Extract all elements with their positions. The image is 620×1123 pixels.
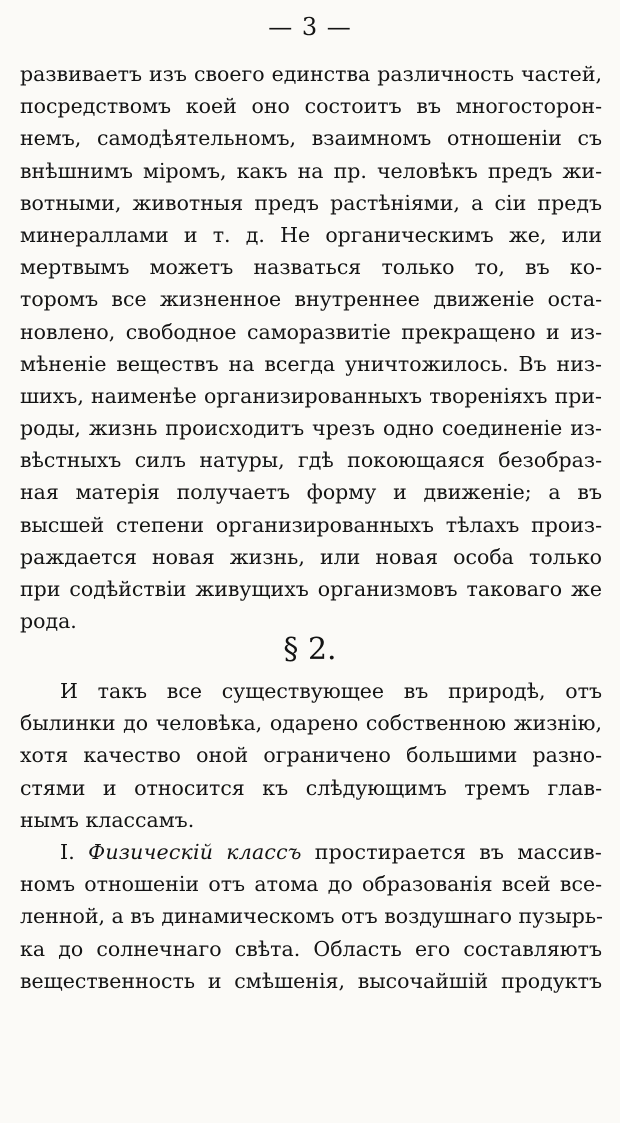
- text-line: вѣстныхъ силъ натуры, гдѣ покоющаяся безобраз-: [20, 448, 602, 473]
- text-line: стями и относится къ слѣдующимъ тремъ глав-: [20, 775, 602, 800]
- text-line: ка до солнечнаго свѣта. Область его составляютъ: [20, 936, 602, 961]
- text-line: внѣшнимъ міромъ, какъ на пр. человѣкъ предъ жи-: [20, 158, 602, 183]
- roman-numeral: I.: [60, 839, 76, 864]
- text-line: хотя качество оной ограничено большими разно-: [20, 743, 602, 768]
- italic-term: Физическій классъ: [88, 839, 302, 864]
- section-one-text: [20, 58, 602, 637]
- text-line: роды, жизнь происходитъ чрезъ одно соединеніе из-: [20, 416, 602, 441]
- text-line: вотными, животныя предъ растѣніями, а сіи предъ: [20, 190, 602, 215]
- text-line: мѣненіе веществъ на всегда уничтожилось. Въ низ-: [20, 351, 602, 376]
- text-line: развиваетъ изъ своего единства различность частей,: [20, 62, 602, 86]
- text-line-end: нымъ классамъ.: [20, 807, 195, 832]
- page-number: — 3 —: [268, 13, 352, 41]
- text-line: раждается новая жизнь, или новая особа только: [20, 544, 602, 569]
- text-line: шихъ, наименѣе организированныхъ твореніяхъ при-: [20, 383, 602, 408]
- text-line: немъ, самодѣятельномъ, взаимномъ отношеніи съ: [20, 126, 602, 151]
- class-definition-line: [20, 836, 602, 868]
- text-line: минераллами и т. д. Не органическимъ же, или: [20, 222, 602, 247]
- text-line: ленной, а въ динамическомъ отъ воздушнаго пузырь-: [20, 904, 603, 929]
- text-line: номъ отношеніи отъ атома до образованія всей все-: [20, 872, 602, 897]
- text-line: новлено, свободное саморазвитіе прекращено и из-: [20, 319, 602, 344]
- section-heading: § 2.: [283, 632, 337, 667]
- class-definition-text: простирается въ массив-: [314, 839, 602, 864]
- text-line: при содѣйствіи живущихъ организмовъ таковаго же: [20, 577, 602, 601]
- section-two-text: [20, 675, 602, 997]
- text-line: былинки до человѣка, одарено собственною жизнію,: [20, 711, 602, 736]
- text-line: высшей степени организированныхъ тѣлахъ произ-: [20, 512, 602, 537]
- text-line: ная матерія получаетъ форму и движеніе; а въ: [20, 480, 602, 505]
- text-line-end: рода.: [20, 609, 77, 634]
- paragraph-first-line: И такъ все существующее въ природѣ, отъ: [60, 679, 602, 703]
- text-line: посредствомъ коей оно состоитъ въ многосторон-: [20, 94, 602, 119]
- text-line: мертвымъ можетъ назваться только то, въ ко-: [20, 255, 602, 280]
- text-line: вещественность и смѣшенія, высочайшій продуктъ: [20, 968, 602, 993]
- text-line: торомъ все жизненное внутреннее движеніе оста-: [20, 287, 602, 312]
